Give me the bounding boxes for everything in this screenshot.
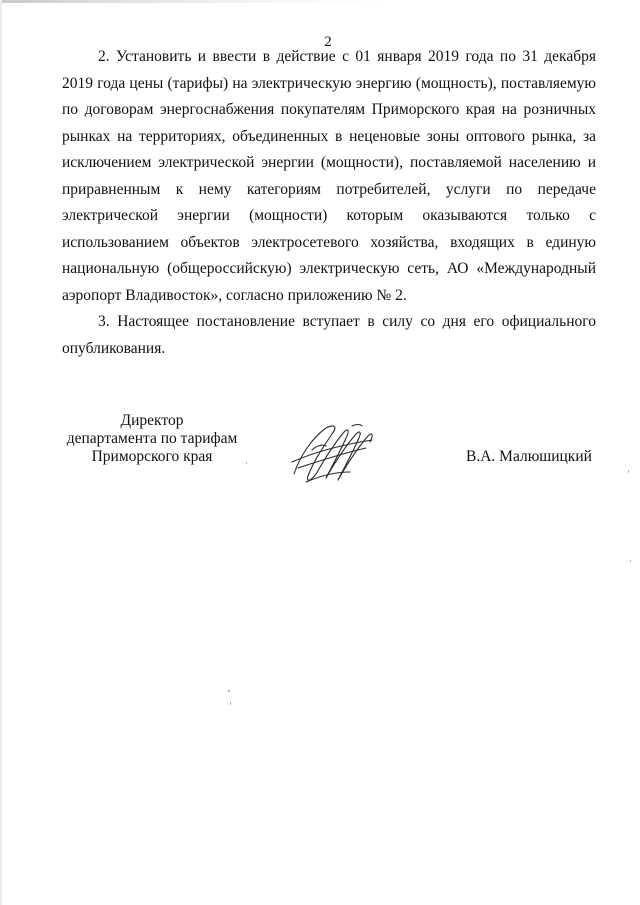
scan-speck bbox=[630, 560, 631, 562]
paragraph-item-3: 3. Настоящее постановление вступает в силу со дня его официального опубликования. bbox=[62, 313, 596, 357]
signer-position-line-3: Приморского края bbox=[91, 448, 213, 465]
scan-speck bbox=[628, 470, 629, 473]
scan-speck bbox=[246, 462, 247, 464]
signer-position-line-1: Директор bbox=[120, 412, 184, 429]
signer-position-line-2: департамента по тарифам bbox=[66, 430, 238, 447]
scan-speck bbox=[228, 690, 230, 692]
signer-name: В.А. Малюшицкий bbox=[466, 448, 592, 465]
scan-speck bbox=[230, 702, 231, 705]
paragraph-item-2: 2. Установить и ввести в действие с 01 января 2019 года по 31 декабря 2019 года цены (тарифы) на электрическую энергию (мощность), поставляемую по договорам энергоснабжения покупателям Приморского края на розничных рынках на территориях, объединенных в неценовые зоны оптового рынка, за исключением электрической энергии (мощности), поставляемой населению и приравненным к нему категориям потребителей, услуги по передаче электрической энергии (мощности) которым оказываются только с использованием объектов электросетевого хозяйства, входящих в единую национальную (общероссийскую) электрическую сеть, АО «Международный аэропорт Владивосток», согласно приложению № 2. bbox=[62, 48, 596, 304]
handwritten-signature bbox=[286, 416, 378, 492]
signer-position bbox=[52, 412, 252, 466]
scan-edge-top bbox=[0, 0, 640, 3]
page-number: 2 bbox=[324, 34, 332, 50]
